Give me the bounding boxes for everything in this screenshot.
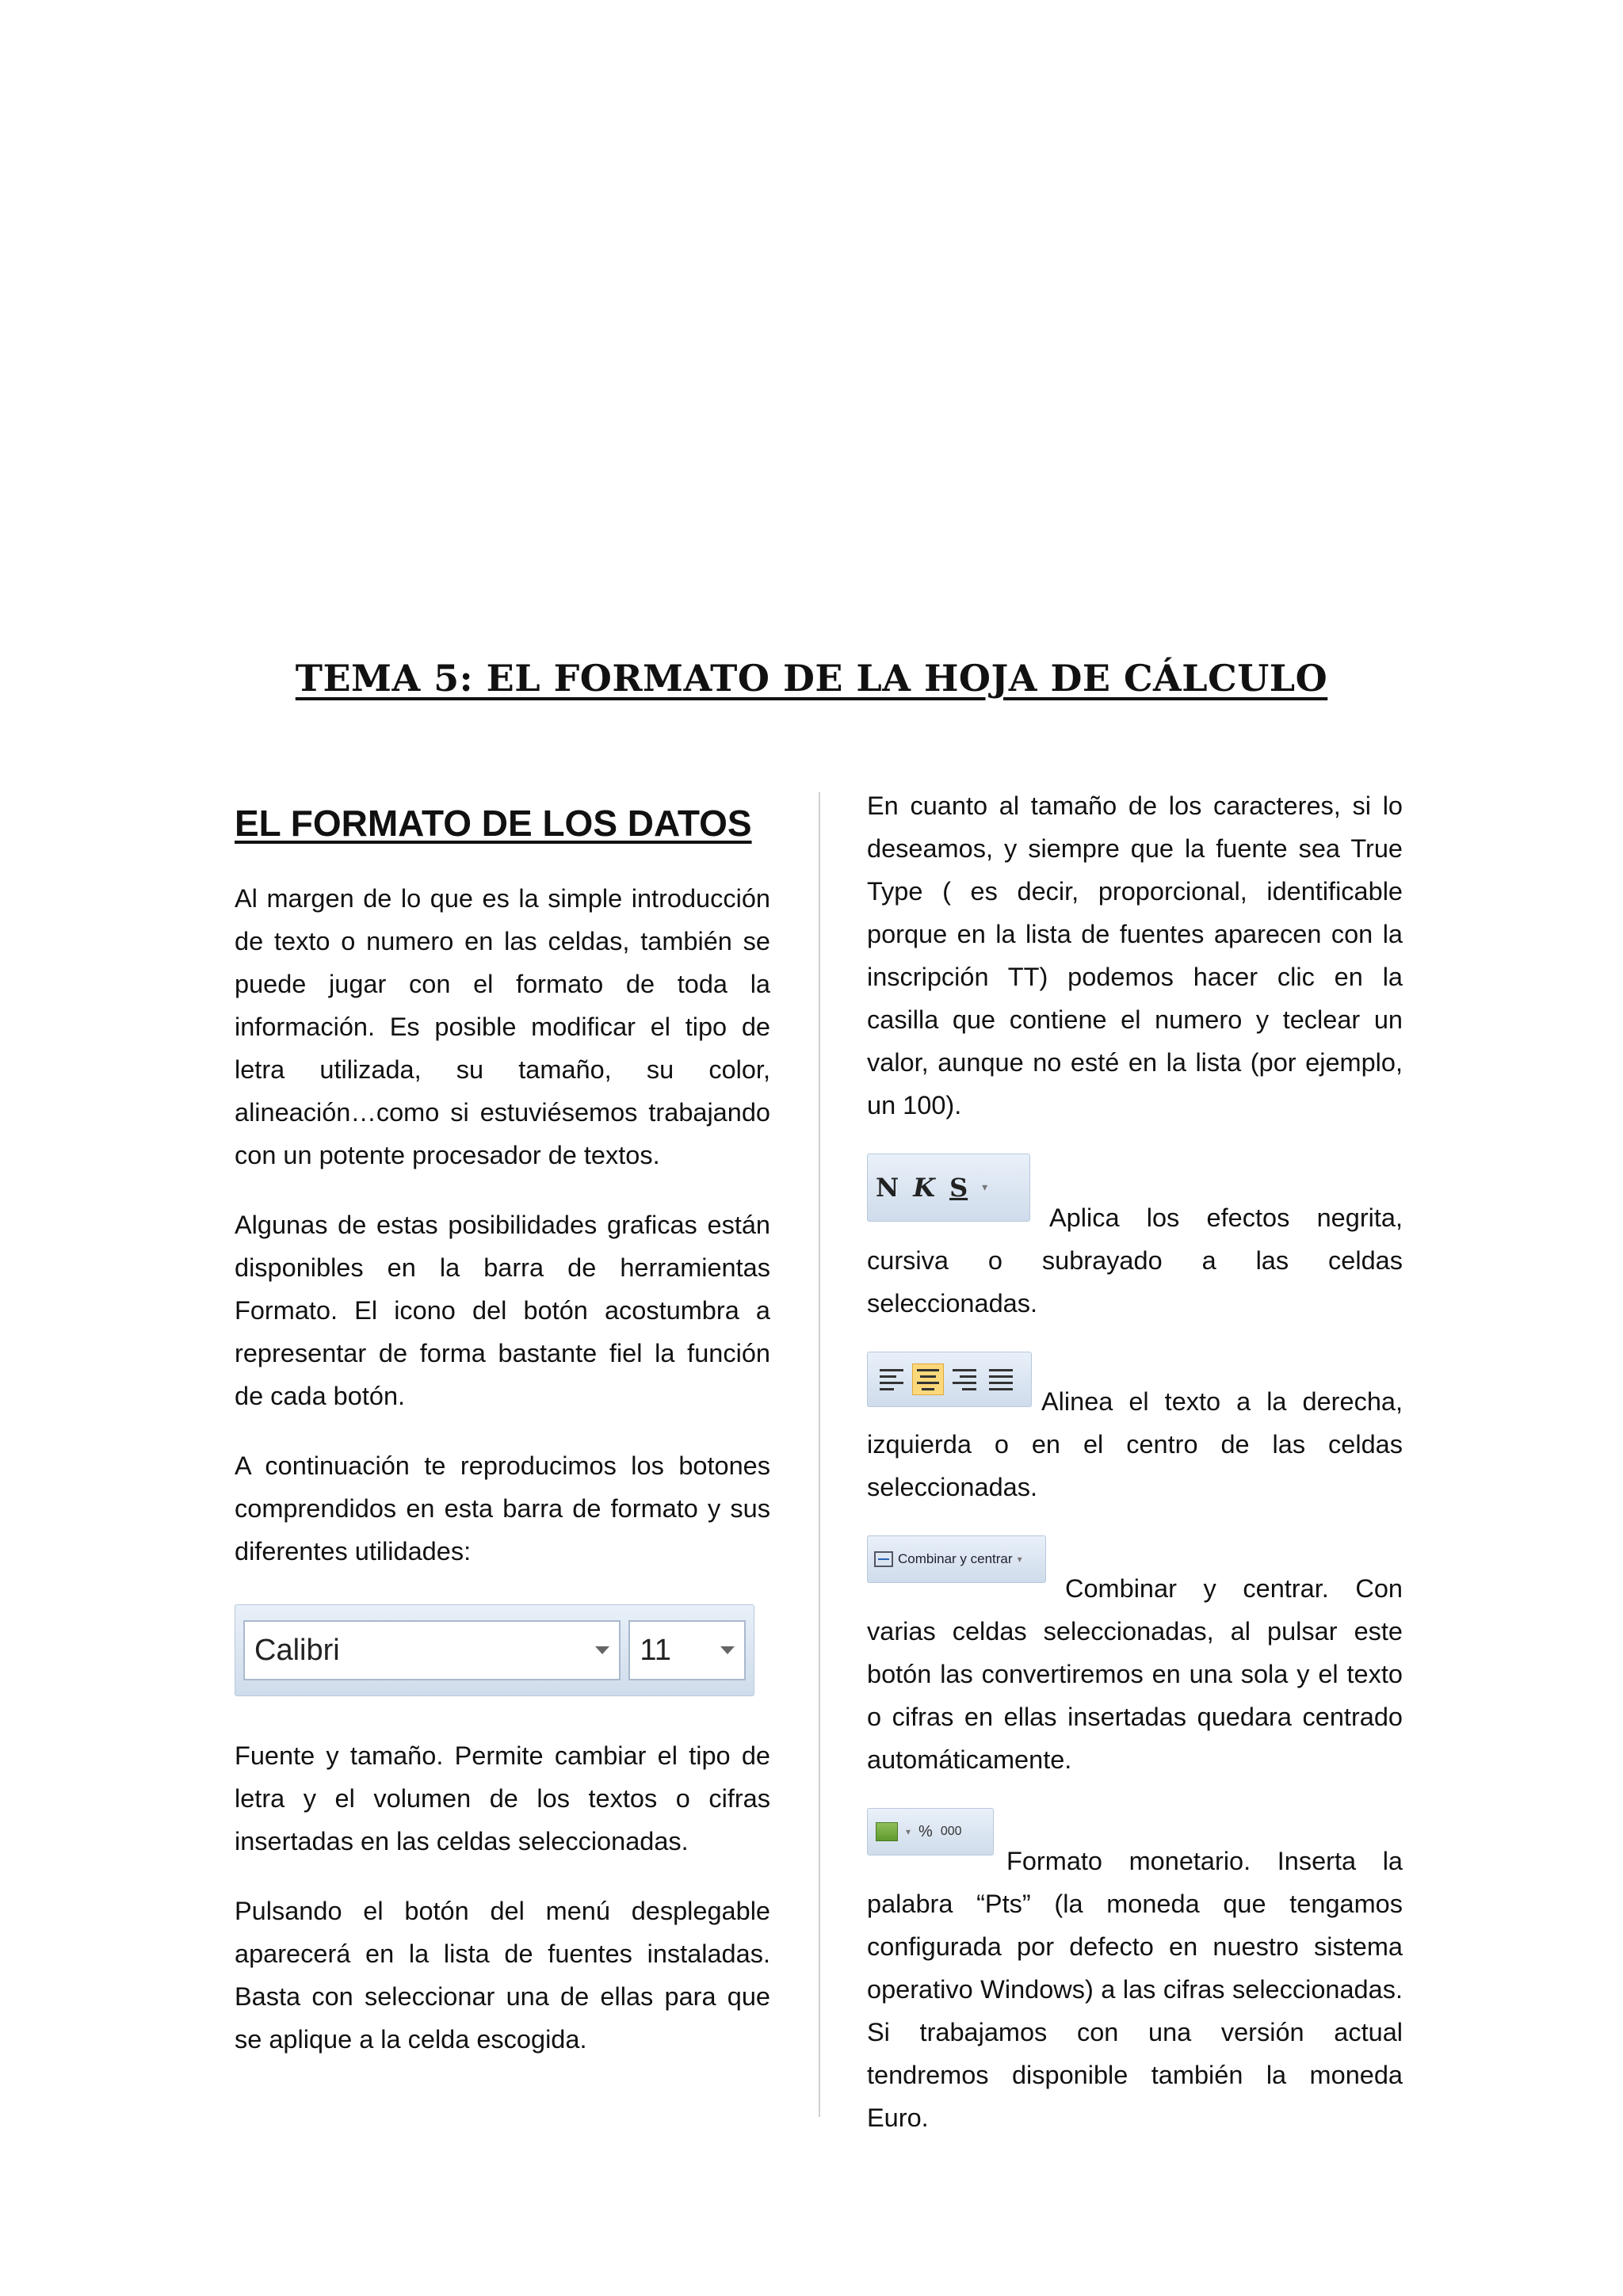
chevron-down-icon bbox=[720, 1646, 735, 1654]
paragraph-dropdown: Pulsando el botón del menú desplegable aparecerá en la lista de fuentes instaladas. Basta con seleccionar una de ellas para que se aplique a la celda escogida. bbox=[235, 1897, 770, 2054]
justify-icon bbox=[985, 1363, 1017, 1395]
paragraph-true-type: En cuanto al tamaño de los caracteres, si lo deseamos, y siempre que la fuente sea True Type ( es decir, proporcional, identificable porque en la lista de fuentes aparecen con la inscripción TT) podemos hacer clic en la casilla que contiene el numero y teclear un valor, aunque no esté en la lista (por ejemplo, un 100). bbox=[867, 791, 1403, 1119]
right-column bbox=[867, 784, 1403, 2166]
font-toolbar-image bbox=[235, 1604, 754, 1696]
font-name-value: Calibri bbox=[254, 1633, 340, 1667]
italic-icon: K bbox=[913, 1173, 936, 1203]
paragraph-merge: Combinar y centrar. Con varias celdas seleccionadas, al pulsar este botón las convertiremos en una sola y el texto o cifras en ellas insertadas quedara centrado automáticamente. bbox=[867, 1574, 1403, 1774]
left-column bbox=[235, 784, 770, 2088]
chevron-down-icon: ▾ bbox=[982, 1181, 988, 1194]
paragraph-currency: Formato monetario. Inserta la palabra “Pts” (la moneda que tengamos configurada por defecto en nuestro sistema operativo Windows) a las cifras seleccionadas. Si trabajamos con una versión actual tendremos disponible también la moneda Euro. bbox=[867, 1847, 1403, 2132]
align-left-icon bbox=[876, 1363, 907, 1395]
thousands-separator-icon: 000 bbox=[940, 1825, 962, 1838]
chevron-down-icon: ▾ bbox=[1017, 1554, 1022, 1565]
paragraph-toolbar: Algunas de estas posibilidades graficas están disponibles en la barra de herramientas Formato. El icono del botón acostumbra a representar de forma bastante fiel la función de cada botón. bbox=[235, 1211, 770, 1411]
paragraph-alignment: Alinea el texto a la derecha, izquierda o en el centro de las celdas seleccionadas. bbox=[867, 1387, 1403, 1501]
underline-icon: S bbox=[949, 1173, 968, 1203]
font-name-select bbox=[243, 1620, 621, 1680]
currency-format-icon bbox=[876, 1822, 898, 1841]
paragraph-font-size: Fuente y tamaño. Permite cambiar el tipo de letra y el volumen de los textos o cifras insertadas en las celdas seleccionadas. bbox=[235, 1741, 770, 1856]
chevron-down-icon bbox=[595, 1646, 609, 1654]
percent-style-icon: % bbox=[918, 1822, 933, 1840]
column-divider bbox=[819, 792, 820, 2117]
align-right-icon bbox=[949, 1363, 980, 1395]
paragraph-buttons: A continuación te reproducimos los botones comprendidos en esta barra de formato y sus diferentes utilidades: bbox=[235, 1451, 770, 1566]
font-size-select bbox=[628, 1620, 746, 1680]
section-heading: EL FORMATO DE LOS DATOS bbox=[235, 803, 752, 844]
align-center-icon bbox=[912, 1363, 944, 1395]
merge-center-label: Combinar y centrar bbox=[898, 1551, 1013, 1566]
merge-cells-icon bbox=[874, 1551, 893, 1567]
page-title: TEMA 5: EL FORMATO DE LA HOJA DE CÁLCULO bbox=[295, 656, 1328, 700]
font-size-value: 11 bbox=[640, 1633, 671, 1667]
chevron-down-icon: ▾ bbox=[906, 1826, 911, 1837]
paragraph-bold-italic: Aplica los efectos negrita, cursiva o subrayado a las celdas seleccionadas. bbox=[867, 1203, 1403, 1318]
bold-icon: N bbox=[876, 1173, 899, 1203]
paragraph-intro: Al margen de lo que es la simple introducción de texto o numero en las celdas, también se puede jugar con el formato de toda la información. Es posible modificar el tipo de letra utilizada, su tamaño, su color, alineación…como si estuviésemos trabajando con un potente procesador de textos. bbox=[235, 884, 770, 1170]
